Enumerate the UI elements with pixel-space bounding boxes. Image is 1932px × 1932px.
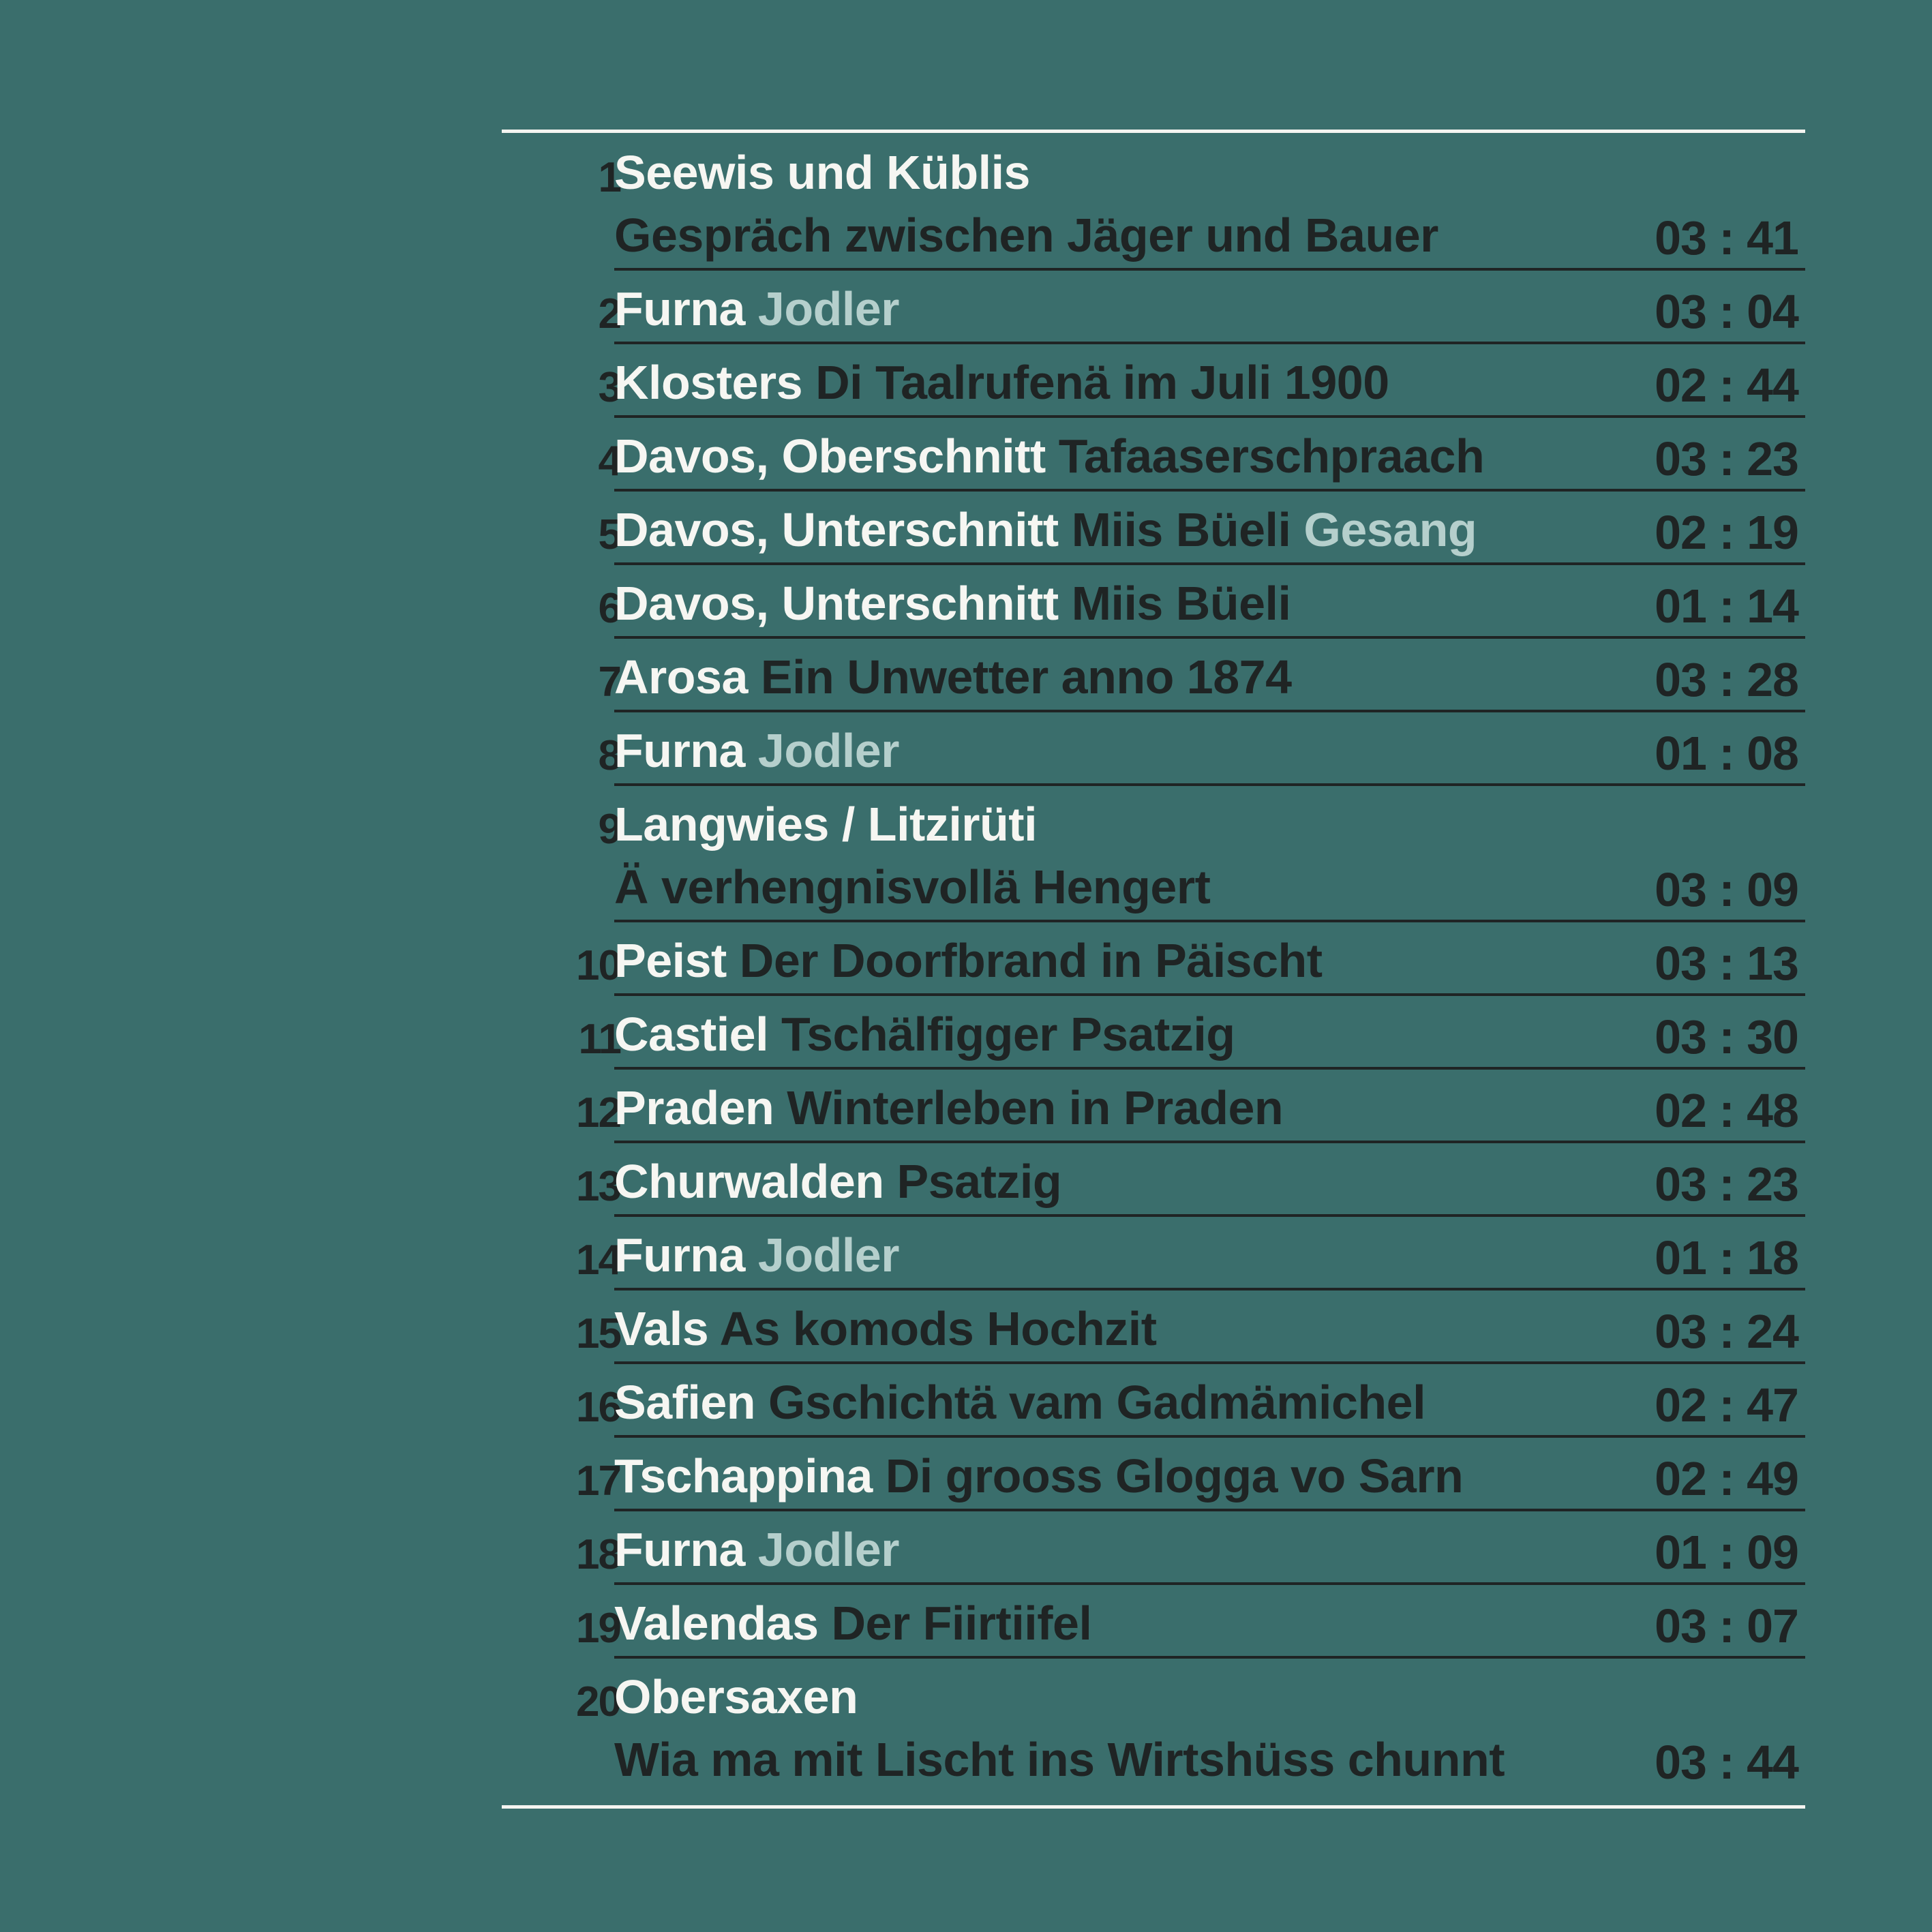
bottom-rule	[502, 1805, 1805, 1809]
track-number: 1	[598, 154, 620, 201]
track-heading	[614, 1376, 1426, 1429]
track-number: 5	[598, 511, 620, 558]
track-heading	[614, 1670, 858, 1723]
track-title-line	[614, 1733, 1505, 1786]
track-place: Castiel	[614, 1008, 769, 1061]
track-heading	[614, 1228, 899, 1282]
track-title: Gespräch zwischen Jäger und Bauer	[614, 209, 1438, 262]
track-heading	[614, 1523, 899, 1576]
track-duration: 02 : 49	[1655, 1452, 1798, 1505]
track-heading	[614, 650, 1292, 704]
track-title: Miis Büeli	[1071, 577, 1291, 630]
track-place: Langwies / Litzirüti	[614, 798, 1038, 851]
track-number: 14	[576, 1237, 620, 1284]
track-duration: 01 : 08	[1655, 727, 1798, 780]
track-separator	[614, 489, 1805, 492]
track-title: Winterleben in Praden	[787, 1081, 1284, 1134]
track-separator	[614, 636, 1805, 639]
track-duration: 03 : 44	[1655, 1736, 1798, 1789]
track-title: Ä verhengnisvollä Hengert	[614, 860, 1211, 914]
track-place: Arosa	[614, 650, 748, 704]
track-number: 4	[598, 438, 620, 485]
track-number: 9	[598, 806, 620, 853]
track-number: 18	[576, 1531, 620, 1578]
track-separator	[614, 1435, 1805, 1438]
track-duration: 02 : 47	[1655, 1378, 1798, 1432]
track-duration: 03 : 04	[1655, 285, 1798, 338]
track-heading	[614, 724, 899, 777]
track-title: Di Taalrufenä im Juli 1900	[815, 356, 1389, 409]
track-place: Churwalden	[614, 1155, 884, 1208]
track-separator	[614, 710, 1805, 712]
track-heading	[614, 1302, 1157, 1355]
track-separator	[614, 562, 1805, 565]
track-duration: 01 : 18	[1655, 1231, 1798, 1284]
track-separator	[614, 1582, 1805, 1585]
track-separator	[614, 1214, 1805, 1217]
track-separator	[614, 268, 1805, 271]
track-separator	[614, 920, 1805, 922]
track-number: 10	[576, 942, 620, 989]
track-note: Jodler	[757, 724, 899, 777]
track-duration: 02 : 44	[1655, 359, 1798, 412]
track-note: Jodler	[757, 282, 899, 335]
track-note: Gesang	[1303, 503, 1477, 556]
track-note: Jodler	[757, 1228, 899, 1282]
track-separator	[614, 783, 1805, 786]
track-heading	[614, 1008, 1235, 1061]
track-separator	[614, 415, 1805, 418]
track-heading	[614, 1597, 1092, 1650]
track-heading	[614, 503, 1477, 556]
track-heading	[614, 934, 1323, 987]
track-heading	[614, 146, 1030, 199]
track-place: Furna	[614, 1523, 745, 1576]
track-duration: 03 : 07	[1655, 1599, 1798, 1652]
track-duration: 01 : 09	[1655, 1526, 1798, 1579]
track-heading	[614, 1155, 1062, 1208]
track-place: Davos, Unterschnitt	[614, 577, 1059, 630]
track-title: Gschichtä vam Gadmämichel	[768, 1376, 1426, 1429]
track-number: 8	[598, 732, 620, 779]
track-heading	[614, 429, 1485, 483]
top-rule	[502, 130, 1805, 133]
track-duration: 03 : 30	[1655, 1010, 1798, 1063]
track-place: Tschappina	[614, 1449, 873, 1503]
track-heading	[614, 577, 1291, 630]
track-number: 11	[578, 1016, 620, 1063]
track-place: Peist	[614, 934, 727, 987]
track-duration: 01 : 14	[1655, 579, 1798, 633]
track-number: 6	[598, 585, 620, 632]
track-separator	[614, 993, 1805, 996]
track-number: 16	[576, 1384, 620, 1431]
track-number: 7	[598, 659, 620, 706]
track-title: Tschälfigger Psatzig	[781, 1008, 1235, 1061]
track-title: Psatzig	[896, 1155, 1062, 1208]
track-duration: 02 : 48	[1655, 1084, 1798, 1137]
track-place: Furna	[614, 1228, 745, 1282]
track-title: As komods Hochzit	[719, 1302, 1157, 1355]
track-note: Jodler	[757, 1523, 899, 1576]
track-place: Obersaxen	[614, 1670, 858, 1723]
track-title: Ein Unwetter anno 1874	[760, 650, 1292, 704]
track-number: 3	[598, 364, 620, 411]
track-title: Di grooss Glogga vo Sarn	[885, 1449, 1464, 1503]
track-title: Der Fiirtiifel	[831, 1597, 1092, 1650]
track-heading	[614, 356, 1389, 409]
track-place: Praden	[614, 1081, 774, 1134]
track-heading	[614, 1081, 1284, 1134]
track-title: Miis Büeli	[1071, 503, 1291, 556]
track-duration: 03 : 23	[1655, 1158, 1798, 1211]
track-separator	[614, 342, 1805, 344]
track-separator	[614, 1656, 1805, 1659]
track-place: Vals	[614, 1302, 709, 1355]
track-duration: 03 : 23	[1655, 432, 1798, 485]
track-duration: 03 : 41	[1655, 211, 1798, 265]
track-place: Klosters	[614, 356, 803, 409]
track-place: Furna	[614, 282, 745, 335]
track-place: Davos, Oberschnitt	[614, 429, 1046, 483]
track-separator	[614, 1141, 1805, 1143]
track-number: 19	[576, 1605, 620, 1652]
track-number: 17	[576, 1458, 620, 1505]
track-separator	[614, 1361, 1805, 1364]
track-heading	[614, 1449, 1464, 1503]
track-title: Der Doorfbrand in Päischt	[739, 934, 1323, 987]
track-duration: 03 : 09	[1655, 863, 1798, 916]
track-number: 20	[576, 1678, 620, 1725]
track-duration: 03 : 13	[1655, 937, 1798, 990]
track-place: Safien	[614, 1376, 756, 1429]
track-place: Furna	[614, 724, 745, 777]
track-title: Wia ma mit Lischt ins Wirtshüss chunnt	[614, 1733, 1505, 1786]
track-title-line	[614, 860, 1211, 914]
track-title-line	[614, 209, 1438, 262]
track-number: 12	[576, 1089, 620, 1136]
track-separator	[614, 1067, 1805, 1070]
track-place: Davos, Unterschnitt	[614, 503, 1059, 556]
track-number: 13	[576, 1163, 620, 1210]
track-heading	[614, 798, 1038, 851]
track-number: 15	[576, 1310, 620, 1357]
track-separator	[614, 1288, 1805, 1290]
track-title: Tafaaserschpraach	[1058, 429, 1485, 483]
track-duration: 03 : 24	[1655, 1305, 1798, 1358]
track-number: 2	[598, 290, 620, 337]
track-place: Seewis und Küblis	[614, 146, 1030, 199]
track-separator	[614, 1509, 1805, 1511]
track-duration: 02 : 19	[1655, 506, 1798, 559]
track-place: Valendas	[614, 1597, 819, 1650]
track-duration: 03 : 28	[1655, 653, 1798, 706]
track-heading	[614, 282, 899, 335]
